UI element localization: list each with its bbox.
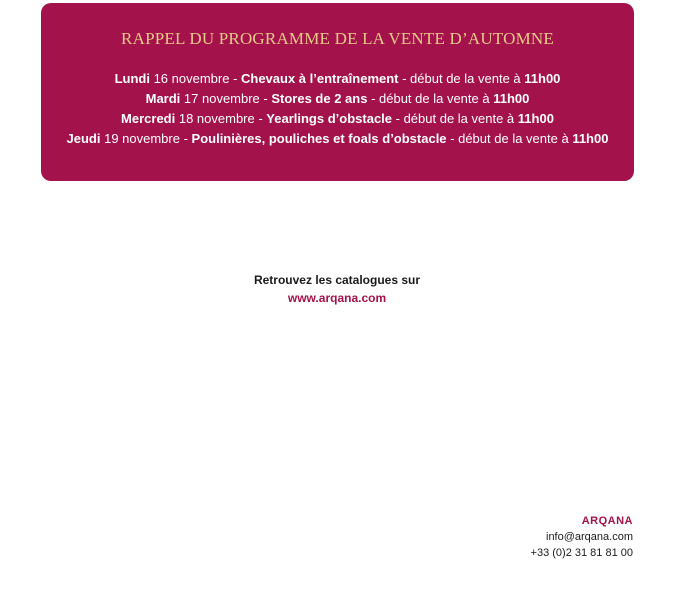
website-link[interactable]: www.arqana.com: [287, 291, 387, 305]
schedule-sale-name: Chevaux à l’entraînement: [241, 71, 399, 86]
schedule-day: Mercredi: [121, 111, 176, 126]
banner-title: RAPPEL DU PROGRAMME DE LA VENTE D’AUTOMNE: [121, 29, 554, 48]
schedule-time: 11h00: [524, 71, 561, 86]
schedule-line-thursday: [41, 129, 634, 149]
schedule-date: 18 novembre -: [175, 111, 267, 126]
schedule-time: 11h00: [493, 91, 530, 106]
schedule-start-text: - début de la vente à: [398, 71, 525, 86]
schedule-date: 16 novembre -: [149, 71, 241, 86]
schedule-time: 11h00: [572, 131, 609, 146]
schedule-sale-name: Yearlings d’obstacle: [266, 111, 393, 126]
contact-brand: ARQANA: [581, 515, 633, 527]
schedule-day: Mardi: [145, 91, 181, 106]
schedule-date: 17 novembre -: [180, 91, 272, 106]
schedule-day: Jeudi: [66, 131, 101, 146]
schedule-start-text: - début de la vente à: [367, 91, 494, 106]
schedule-sale-name: Stores de 2 ans: [271, 91, 368, 106]
schedule-time: 11h00: [517, 111, 554, 126]
schedule-date: 19 novembre -: [100, 131, 192, 146]
schedule-line-wednesday: [41, 109, 634, 129]
schedule-start-text: - début de la vente à: [392, 111, 518, 126]
contact-phone: +33 (0)2 31 81 81 00: [530, 547, 633, 559]
schedule-start-text: - début de la vente à: [446, 131, 573, 146]
sale-schedule-banner: [41, 3, 634, 181]
schedule-line-tuesday: [41, 89, 634, 109]
catalog-section: [0, 272, 674, 307]
contact-block: [531, 513, 633, 561]
contact-email[interactable]: info@arqana.com: [546, 531, 633, 543]
schedule-line-monday: [41, 69, 634, 89]
schedule-day: Lundi: [114, 71, 150, 86]
catalog-text: Retrouvez les catalogues sur: [253, 273, 421, 287]
schedule-list: [41, 69, 634, 149]
schedule-sale-name: Poulinières, pouliches et foals d’obstacle: [191, 131, 447, 146]
